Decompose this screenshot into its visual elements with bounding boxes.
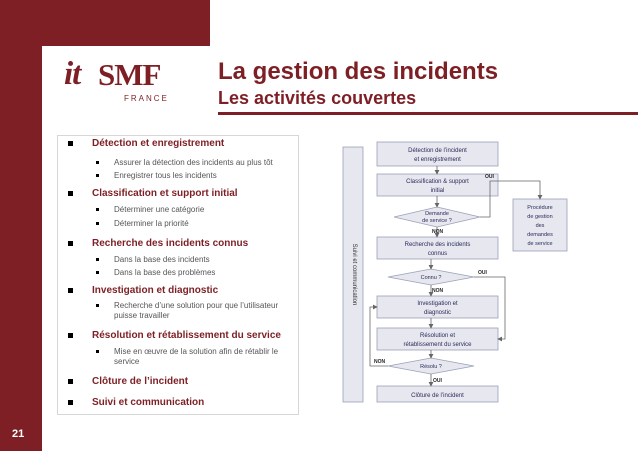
side-bar-label: Suivi et communication — [351, 243, 357, 306]
sub-bullet-icon — [96, 271, 99, 274]
incident-process-diagram — [340, 137, 580, 412]
box-text: Résolution et — [419, 333, 456, 339]
process-box-resolution — [377, 328, 498, 350]
bullet-square-icon — [68, 400, 73, 405]
sub-item-text: Mise en œuvre de la solution afin de rétablir le service — [114, 347, 279, 366]
bullet-label: Classification et support initial — [92, 188, 238, 199]
procedure-text: demandes — [527, 232, 553, 238]
logo-it-text: it — [64, 56, 81, 92]
sub-item — [96, 301, 296, 321]
flow-label-oui: OUI — [485, 174, 494, 180]
sub-item — [96, 158, 296, 168]
sub-item — [96, 347, 296, 367]
bullet-square-icon — [68, 288, 73, 293]
slide-subtitle: Les activités couvertes — [218, 88, 417, 108]
sub-bullet-icon — [96, 350, 99, 353]
procedure-text: de service — [527, 241, 553, 247]
bullet-label: Détection et enregistrement — [92, 138, 225, 149]
sub-bullet-icon — [96, 208, 99, 211]
process-box-detection — [377, 142, 498, 166]
sub-item-text: Dans la base des problèmes — [114, 268, 216, 277]
procedure-text: des — [535, 223, 545, 229]
procedure-text: de gestion — [527, 214, 553, 220]
decision-resolved — [388, 358, 474, 374]
sub-item — [96, 205, 296, 215]
sub-bullet-icon — [96, 258, 99, 261]
page-number: 21 — [12, 428, 25, 440]
itsmf-logo — [64, 58, 174, 108]
flow-label-non: NON — [432, 229, 444, 235]
title-underline — [218, 112, 638, 115]
bullet-square-icon — [68, 191, 73, 196]
sub-item — [96, 219, 296, 229]
box-text: Clôture de l’incident — [411, 393, 464, 399]
box-text: diagnostic — [423, 310, 452, 316]
box-text: et enregistrement — [414, 157, 461, 163]
flow-label-non: NON — [374, 359, 386, 365]
sub-item-text: Déterminer une catégorie — [114, 205, 205, 214]
sub-item-text: Assurer la détection des incidents au plus tôt — [114, 158, 273, 167]
decision-known — [388, 269, 474, 285]
sub-item-text: Recherche d’une solution pour que l’utilisateur puisse travailler — [114, 301, 279, 320]
process-box-investigation — [377, 296, 498, 318]
bullet-label: Recherche des incidents connus — [92, 238, 249, 249]
flow-label-oui: OUI — [478, 270, 487, 276]
decision-text: Connu ? — [420, 275, 442, 281]
left-accent-bar — [0, 0, 42, 451]
box-text: connus — [427, 251, 448, 257]
sub-item-text: Dans la base des incidents — [114, 255, 210, 264]
sub-item-text: Déterminer la priorité — [114, 219, 189, 228]
process-box-research — [377, 237, 498, 259]
box-text: initial — [430, 188, 445, 194]
slide-title: La gestion des incidents — [218, 58, 499, 85]
decision-text: Résolu ? — [420, 364, 442, 370]
box-text: Détection de l’incident — [408, 148, 467, 154]
logo-france-text: FRANCE — [124, 94, 169, 103]
box-text: Investigation et — [417, 301, 458, 307]
bullet-label: Clôture de l’incident — [92, 376, 189, 387]
flow-label-non: NON — [432, 288, 444, 294]
sub-bullet-icon — [96, 304, 99, 307]
logo-smf-text: SMF — [98, 57, 161, 92]
box-text: Recherche des incidents — [404, 242, 471, 248]
decision-text: de service ? — [422, 218, 452, 224]
sub-bullet-icon — [96, 161, 99, 164]
decision-service-request — [394, 207, 480, 227]
sub-item — [96, 171, 296, 181]
sub-item — [96, 268, 296, 278]
bullet-label: Résolution et rétablissement du service — [92, 330, 281, 341]
decision-text: Demande — [425, 211, 449, 217]
sub-item-text: Enregistrer tous les incidents — [114, 171, 217, 180]
procedure-box — [513, 199, 567, 251]
sub-bullet-icon — [96, 222, 99, 225]
box-text: rétablissement du service — [403, 342, 472, 348]
flow-label-oui: OUI — [433, 378, 442, 384]
sub-item — [96, 255, 296, 265]
bullet-label: Suivi et communication — [92, 397, 205, 408]
process-box-classification — [377, 174, 498, 196]
procedure-text: Procédure — [527, 205, 553, 211]
box-text: Classification & support — [406, 179, 469, 185]
process-box-closure — [377, 386, 498, 402]
bullet-square-icon — [68, 379, 73, 384]
bullet-label: Investigation et diagnostic — [92, 285, 219, 296]
bullet-square-icon — [68, 333, 73, 338]
sub-bullet-icon — [96, 174, 99, 177]
bullet-square-icon — [68, 241, 73, 246]
top-accent-band — [42, 0, 210, 46]
bullet-square-icon — [68, 141, 73, 146]
